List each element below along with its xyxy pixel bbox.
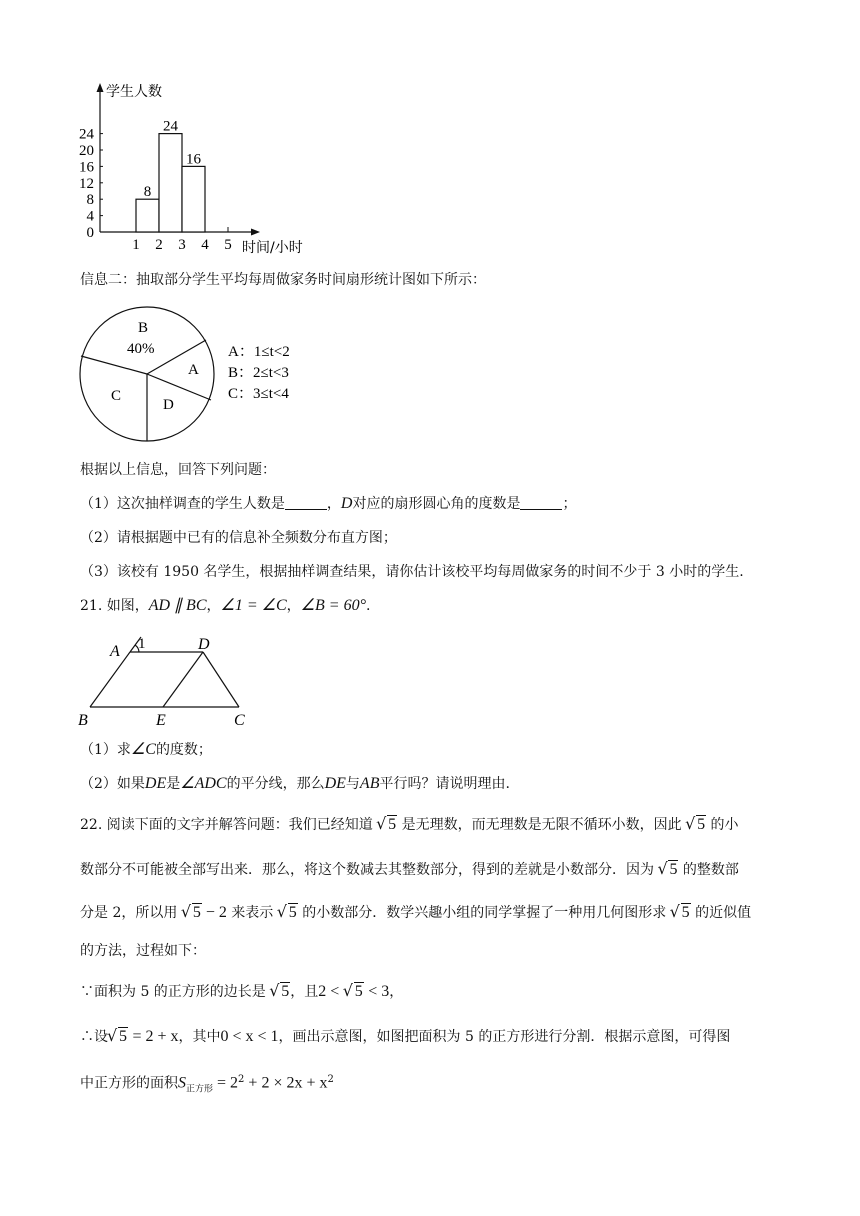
area-eq-part-2: + 2 × 2x + x bbox=[244, 1074, 328, 1092]
p22-l3-b: 来表示 bbox=[231, 905, 274, 921]
p22-line-7 bbox=[80, 1070, 334, 1099]
p21-subquestion-2 bbox=[80, 774, 510, 794]
bar-value-label: 24 bbox=[163, 118, 178, 135]
q1-var-d: D bbox=[340, 495, 353, 512]
p21-s1-angle: ∠C bbox=[130, 741, 156, 758]
question-3: （3）该校有 1950 名学生，根据抽样调查结果，请你估计该校平均每周做家务的时间不少于 3 小时的学生. bbox=[80, 564, 744, 580]
p21-s1-a: （1）求 bbox=[80, 742, 131, 758]
question-1 bbox=[80, 494, 576, 514]
point-d-label: D bbox=[198, 636, 210, 653]
p22-l6-a: ∴设 bbox=[80, 1029, 108, 1045]
info2-text: 信息二：抽取部分学生平均每周做家务时间扇形统计图如下所示： bbox=[80, 272, 486, 288]
p22-l6-b: ，其中 bbox=[178, 1029, 221, 1045]
p21-s2-adc: ∠ADC bbox=[180, 775, 227, 792]
p22-l7-a: 中正方形的面积 bbox=[80, 1075, 178, 1092]
point-b-label: B bbox=[78, 712, 88, 729]
p21-s2-d: 与 bbox=[345, 776, 360, 792]
p21-head: 21. 如图， bbox=[80, 598, 149, 614]
p21-condition-parallel: AD ∥ BC bbox=[148, 597, 207, 614]
pie-legend-c: C：3≤t<4 bbox=[228, 386, 289, 402]
q1-text-a: （1）这次抽样调查的学生人数是 bbox=[80, 496, 285, 512]
p22-ineq-left: 2 < bbox=[318, 983, 340, 1000]
p22-line-2 bbox=[80, 860, 739, 880]
sqrt-5 bbox=[108, 1027, 128, 1047]
sqrt-5 bbox=[671, 903, 691, 923]
pie-divider-ad bbox=[147, 374, 211, 400]
trapezoid-figure bbox=[76, 630, 266, 732]
pie-divider-bc bbox=[81, 356, 147, 374]
histogram-bar bbox=[159, 134, 182, 232]
sqrt-5 bbox=[344, 982, 364, 1002]
intro-text: 根据以上信息，回答下列问题： bbox=[80, 462, 276, 478]
p21-s2-de: DE bbox=[144, 775, 167, 792]
angle-1-label: 1 bbox=[138, 636, 146, 652]
p22-l2-a: 数部分不可能被全部写出来．那么，将这个数减去其整数部分，得到的差就是小数部分．因为 bbox=[80, 862, 654, 878]
sqrt-5-radicand: 5 bbox=[288, 904, 297, 921]
sqrt-5-radicand: 5 bbox=[192, 904, 201, 921]
y-axis-label: 学生人数 bbox=[106, 84, 162, 100]
problem-21-statement bbox=[80, 596, 370, 616]
answer-blank-2 bbox=[520, 495, 562, 510]
y-tick-label: 16 bbox=[79, 159, 94, 176]
bar-value-label: 16 bbox=[186, 151, 201, 168]
sqrt-5 bbox=[270, 982, 290, 1002]
sqrt-5 bbox=[658, 860, 678, 880]
y-tick-label: 8 bbox=[86, 192, 94, 209]
p22-l1-c: 的小 bbox=[710, 817, 739, 833]
p22-equation: = 2 + x bbox=[132, 1028, 179, 1045]
histogram-bar bbox=[136, 199, 159, 232]
side-ab bbox=[90, 652, 130, 707]
square-exponent: 2 bbox=[238, 1074, 245, 1085]
sqrt-5 bbox=[278, 903, 298, 923]
x-axis-label: 时间/小时 bbox=[242, 240, 303, 256]
p21-s2-e: 平行吗？请说明理由. bbox=[379, 776, 510, 792]
p21-sep-1: ， bbox=[206, 598, 221, 614]
pie-slice-b-label: B bbox=[138, 320, 149, 336]
q1-text-b: ， bbox=[326, 496, 341, 512]
p22-l5-a: ∵面积为 5 的正方形的边长是 bbox=[80, 984, 266, 1000]
p21-s2-ab: AB bbox=[359, 775, 380, 792]
q1-text-c: 对应的扇形圆心角的度数是 bbox=[352, 496, 521, 512]
p22-l3-c: 的小数部分．数学兴趣小组的同学掌握了一种用几何图形求 bbox=[302, 905, 667, 921]
p21-s2-de2: DE bbox=[324, 775, 346, 792]
sqrt-5-radicand: 5 bbox=[697, 816, 706, 833]
segment-de bbox=[163, 652, 203, 707]
x-tick-label: 4 bbox=[201, 237, 209, 253]
sqrt-5-radicand: 5 bbox=[669, 861, 678, 878]
p22-l2-b: 的整数部 bbox=[682, 862, 739, 878]
p22-minus-2: − 2 bbox=[201, 904, 227, 921]
p22-l5-c: ， bbox=[389, 984, 404, 1000]
point-c-label: C bbox=[234, 712, 245, 729]
p21-condition-angles: ∠1 = ∠C bbox=[220, 597, 287, 614]
x-tick-label: 3 bbox=[178, 237, 186, 253]
y-tick-label: 12 bbox=[79, 175, 94, 192]
p21-condition-angle-b: ∠B = 60° bbox=[300, 597, 366, 614]
frequency-histogram bbox=[76, 78, 346, 258]
sqrt-5 bbox=[377, 815, 397, 835]
p22-line-1 bbox=[80, 815, 739, 835]
side-dc bbox=[203, 652, 239, 707]
p22-l5-b: ，且 bbox=[290, 984, 319, 1000]
area-eq-part-1: = 2 bbox=[213, 1074, 239, 1092]
p22-line-4: 的方法，过程如下： bbox=[80, 943, 206, 959]
p21-s2-a: （2）如果 bbox=[80, 776, 145, 792]
sqrt-5-radicand: 5 bbox=[281, 983, 290, 1000]
p21-end: . bbox=[365, 598, 371, 614]
pie-slice-d-label: D bbox=[163, 397, 174, 413]
bar-value-label: 8 bbox=[143, 184, 152, 201]
histogram-bar bbox=[182, 166, 205, 232]
x-tick-label: 2 bbox=[155, 237, 163, 253]
area-subscript: 正方形 bbox=[186, 1084, 214, 1095]
x-tick-label: 5 bbox=[224, 237, 232, 253]
p22-line-6 bbox=[80, 1027, 730, 1047]
y-tick-label: 20 bbox=[79, 143, 94, 159]
p21-subquestion-1 bbox=[80, 740, 212, 760]
point-e-label: E bbox=[156, 712, 166, 729]
point-a-label: A bbox=[110, 643, 120, 660]
p22-line-3 bbox=[80, 903, 751, 923]
square-exponent: 2 bbox=[327, 1074, 334, 1085]
p21-s2-c: 的平分线，那么 bbox=[226, 776, 325, 792]
sqrt-5 bbox=[686, 815, 706, 835]
x-axis-arrow bbox=[251, 229, 260, 236]
p22-ineq-right: < 3 bbox=[368, 983, 390, 1000]
pie-slice-b-percent: 40% bbox=[127, 341, 155, 357]
y-axis-arrow bbox=[97, 83, 104, 92]
sqrt-5 bbox=[182, 903, 202, 923]
p21-s1-c: 的度数； bbox=[155, 742, 212, 758]
pie-legend-b: B：2≤t<3 bbox=[228, 365, 289, 381]
sqrt-5-radicand: 5 bbox=[388, 816, 397, 833]
pie-slice-a-label: A bbox=[188, 362, 199, 378]
question-2: （2）请根据题中已有的信息补全频数分布直方图； bbox=[80, 530, 397, 546]
q1-text-end: ； bbox=[562, 496, 577, 512]
sqrt-5-radicand: 5 bbox=[119, 1028, 127, 1045]
pie-slice-c-label: C bbox=[111, 388, 122, 404]
p22-l6-c: ，画出示意图，如图把面积为 5 的正方形进行分割．根据示意图，可得图 bbox=[278, 1029, 731, 1045]
p22-l1-a: 22. 阅读下面的文字并解答问题：我们已经知道 bbox=[80, 817, 373, 833]
sqrt-5-radicand: 5 bbox=[354, 983, 363, 1000]
pie-legend-a: A：1≤t<2 bbox=[228, 344, 290, 360]
p21-s2-b: 是 bbox=[166, 776, 181, 792]
y-tick-label: 0 bbox=[86, 225, 94, 241]
area-symbol: S bbox=[178, 1074, 186, 1092]
sqrt-5-radicand: 5 bbox=[681, 904, 690, 921]
pie-chart bbox=[76, 304, 336, 446]
y-tick-label: 4 bbox=[86, 208, 94, 225]
answer-blank-1 bbox=[285, 495, 327, 510]
p22-l3-d: 的近似值 bbox=[695, 905, 752, 921]
p22-l1-b: 是无理数，而无理数是无限不循环小数，因此 bbox=[401, 817, 682, 833]
p21-sep-2: ， bbox=[286, 598, 301, 614]
p22-l3-a: 分是 2，所以用 bbox=[80, 905, 178, 921]
x-tick-label: 1 bbox=[132, 237, 140, 253]
p22-line-5 bbox=[80, 982, 403, 1002]
p22-x-range: 0 < x < 1 bbox=[220, 1028, 279, 1045]
y-tick-label: 24 bbox=[79, 126, 94, 143]
